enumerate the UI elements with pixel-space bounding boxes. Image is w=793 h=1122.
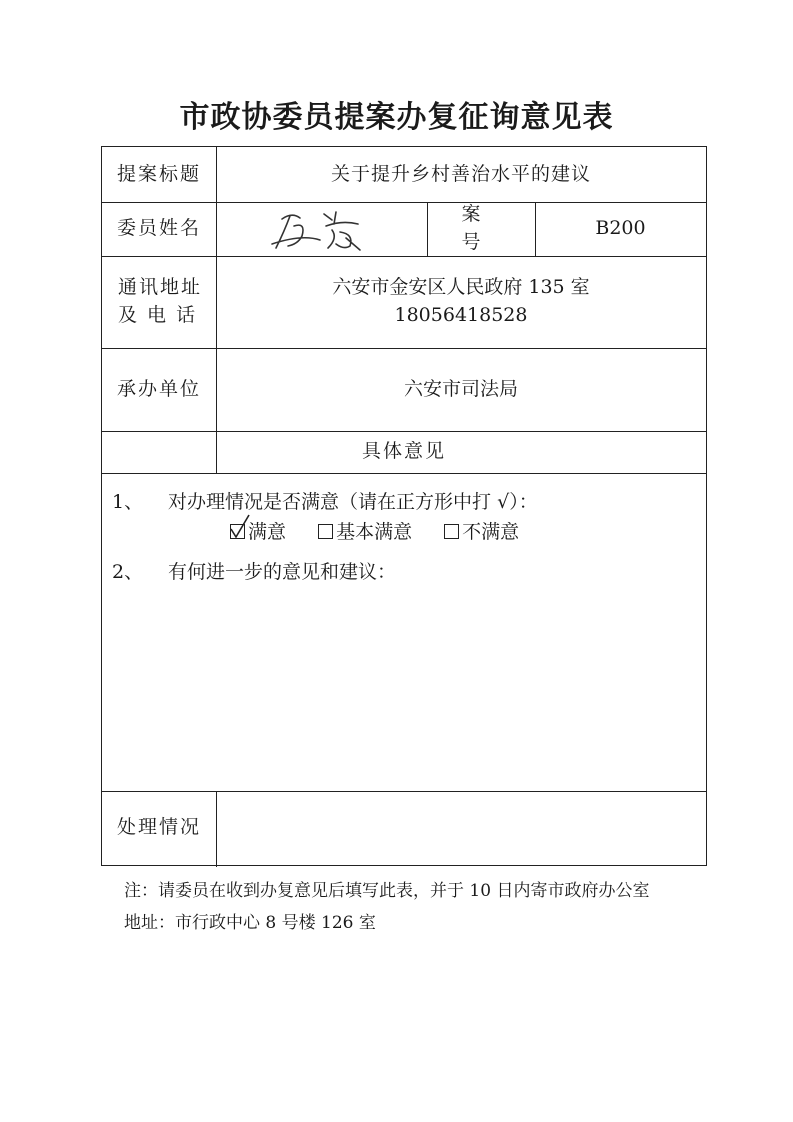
handler-label: 承办单位 xyxy=(116,377,201,400)
checkbox-unsatisfied[interactable] xyxy=(444,524,459,539)
checkbox-basically-satisfied[interactable] xyxy=(318,524,333,539)
signature-scribble xyxy=(262,204,382,254)
submission-note: 注：请委员在收到办复意见后填写此表，并于 10 日内寄市政府办公室 xyxy=(124,881,650,901)
choice-basically-satisfied[interactable] xyxy=(318,517,412,544)
question-2-text: 有何进一步的意见和建议： xyxy=(168,561,397,583)
check-icon xyxy=(229,513,251,541)
question-2-number: 2、 xyxy=(112,561,144,583)
question-1 xyxy=(112,487,538,514)
opinion-form-table xyxy=(101,146,707,866)
contact-value xyxy=(216,256,706,348)
processing-value[interactable] xyxy=(216,791,706,865)
member-name-label: 委员姓名 xyxy=(116,217,201,240)
opinion-header: 具体意见 xyxy=(361,440,446,463)
choice-satisfied-label: 满意 xyxy=(248,521,287,543)
address-value: 六安市金安区人民政府 135 室 xyxy=(332,276,590,299)
row-divider xyxy=(102,473,706,474)
question-1-number: 1、 xyxy=(112,491,144,513)
mailing-address-note: 地址：市行政中心 8 号楼 126 室 xyxy=(124,913,376,933)
processing-label: 处理情况 xyxy=(116,816,201,839)
question-1-text: 对办理情况是否满意（请在正方形中打 √）： xyxy=(168,491,538,513)
choice-unsatisfied-label: 不满意 xyxy=(462,521,520,543)
handler-value: 六安市司法局 xyxy=(403,377,518,400)
satisfaction-choices xyxy=(230,517,545,544)
choice-satisfied[interactable] xyxy=(230,517,286,544)
choice-basically-satisfied-label: 基本满意 xyxy=(336,521,413,543)
member-signature xyxy=(216,202,427,256)
case-number-value: B200 xyxy=(595,217,646,240)
form-title: 市政协委员提案办复征询意见表 xyxy=(179,100,614,135)
contact-label-line1: 通讯地址 xyxy=(118,276,203,299)
contact-label xyxy=(102,256,216,348)
choice-unsatisfied[interactable] xyxy=(444,517,519,544)
topic-label: 提案标题 xyxy=(116,162,201,185)
phone-value: 18056418528 xyxy=(394,304,528,326)
topic-value: 关于提升乡村善治水平的建议 xyxy=(330,162,591,185)
contact-label-line2: 及 电 话 xyxy=(118,304,198,326)
question-2 xyxy=(112,557,396,584)
case-number-label: 案 号 xyxy=(461,203,540,253)
checkbox-satisfied[interactable] xyxy=(230,524,245,539)
